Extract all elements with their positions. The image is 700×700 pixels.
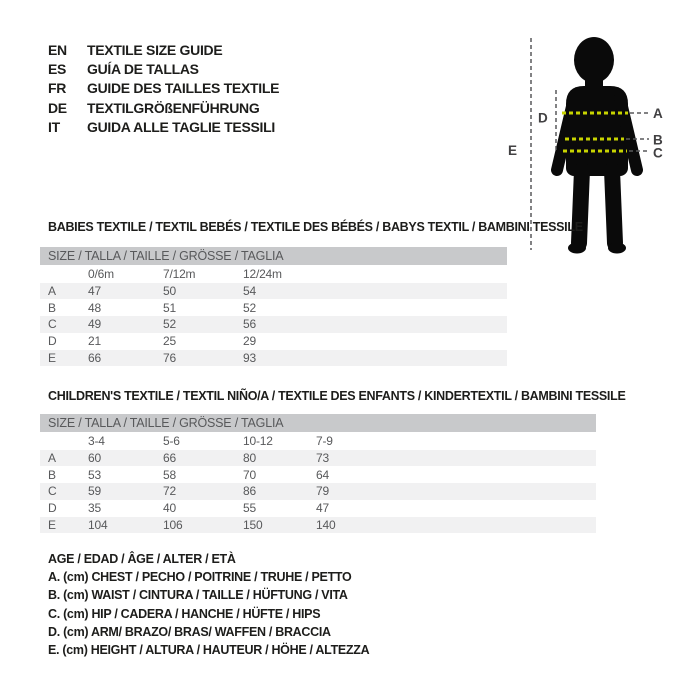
language-label: GUIDE DES TAILLES TEXTILE: [87, 80, 280, 97]
measurement-legend: [48, 550, 369, 659]
column-header-row: [40, 432, 596, 450]
marker-label-d: D: [538, 110, 548, 126]
cell-value: 21: [88, 334, 101, 349]
table-row: [40, 517, 596, 534]
cell-value: 66: [163, 450, 176, 465]
table-row: [40, 316, 507, 333]
cell-value: 51: [163, 300, 176, 315]
row-label: C: [48, 484, 57, 499]
marker-label-c: C: [653, 145, 663, 161]
legend-line-age: AGE / EDAD / ÂGE / ALTER / ETÀ: [48, 552, 236, 566]
row-label: E: [48, 518, 56, 533]
children-section-title: CHILDREN'S TEXTILE / TEXTIL NIÑO/A / TEXTILE DES ENFANTS / KINDERTEXTIL / BAMBINI TESSILE: [48, 389, 626, 403]
language-label: GUIDA ALLE TAGLIE TESSILI: [87, 118, 275, 135]
language-label: GUÍA DE TALLAS: [87, 61, 199, 78]
column-header-row: [40, 265, 507, 283]
table-row: [40, 500, 596, 517]
column-header: 5-6: [163, 433, 180, 448]
row-label: D: [48, 501, 57, 516]
cell-value: 79: [316, 484, 329, 499]
legend-line-height: E. (cm) HEIGHT / ALTURA / HAUTEUR / HÖHE / ALTEZZA: [48, 643, 370, 658]
size-header-bar: SIZE / TALLA / TAILLE / GRÖSSE / TAGLIA: [40, 247, 507, 265]
cell-value: 80: [243, 450, 256, 465]
cell-value: 59: [88, 484, 101, 499]
cell-value: 58: [163, 467, 176, 482]
row-label: D: [48, 334, 57, 349]
babies-size-table: [40, 247, 507, 366]
cell-value: 56: [243, 317, 256, 332]
cell-value: 52: [243, 300, 256, 315]
column-header: 7-9: [316, 433, 333, 448]
cell-value: 86: [243, 484, 256, 499]
table-row: [40, 466, 596, 483]
table-row: [40, 283, 507, 300]
language-list: [48, 41, 279, 137]
cell-value: 54: [243, 283, 256, 298]
legend-line-arm: D. (cm) ARM/ BRAZO/ BRAS/ WAFFEN / BRACCIA: [48, 624, 331, 639]
row-label: E: [48, 351, 56, 366]
language-code: ES: [48, 61, 67, 78]
cell-value: 60: [88, 450, 101, 465]
cell-value: 47: [88, 283, 101, 298]
table-row: [40, 350, 507, 367]
language-code: IT: [48, 118, 60, 135]
language-row-es: [48, 60, 279, 79]
cell-value: 70: [243, 467, 256, 482]
legend-line-chest: A. (cm) CHEST / PECHO / POITRINE / TRUHE / PETTO: [48, 570, 352, 585]
cell-value: 48: [88, 300, 101, 315]
column-header: 7/12m: [163, 266, 196, 281]
cell-value: 25: [163, 334, 176, 349]
marker-label-e: E: [508, 143, 518, 158]
cell-value: 40: [163, 501, 176, 516]
cell-value: 50: [163, 283, 176, 298]
language-row-en: [48, 41, 279, 60]
cell-value: 47: [316, 501, 329, 516]
cell-value: 35: [88, 501, 101, 516]
language-code: DE: [48, 99, 67, 116]
language-row-fr: [48, 79, 279, 98]
row-label: B: [48, 467, 56, 482]
language-row-it: [48, 118, 279, 137]
row-label: C: [48, 317, 57, 332]
column-header: 12/24m: [243, 266, 282, 281]
cell-value: 64: [316, 467, 329, 482]
cell-value: 49: [88, 317, 101, 332]
table-row: [40, 450, 596, 467]
marker-label-a: A: [653, 106, 663, 121]
row-label: A: [48, 283, 56, 298]
legend-line-waist: B. (cm) WAIST / CINTURA / TAILLE / HÜFTUNG / VITA: [48, 588, 348, 603]
size-header-bar: SIZE / TALLA / TAILLE / GRÖSSE / TAGLIA: [40, 414, 596, 432]
row-label: B: [48, 300, 56, 315]
cell-value: 140: [316, 518, 336, 533]
cell-value: 73: [316, 450, 329, 465]
cell-value: 29: [243, 334, 256, 349]
cell-value: 104: [88, 518, 108, 533]
cell-value: 106: [163, 518, 183, 533]
language-row-de: [48, 99, 279, 118]
table-row: [40, 333, 507, 350]
language-label: TEXTILGRÖßENFÜHRUNG: [87, 99, 260, 116]
column-header: 0/6m: [88, 266, 114, 281]
language-code: FR: [48, 80, 67, 97]
children-size-table: [40, 414, 596, 533]
legend-line-hip: C. (cm) HIP / CADERA / HANCHE / HÜFTE / HIPS: [48, 606, 321, 621]
cell-value: 93: [243, 351, 256, 366]
marker-label-b: B: [653, 132, 663, 148]
cell-value: 150: [243, 518, 263, 533]
column-header: 10-12: [243, 433, 273, 448]
cell-value: 76: [163, 351, 176, 366]
row-label: A: [48, 450, 56, 465]
table-row: [40, 299, 507, 316]
babies-section-title: BABIES TEXTILE / TEXTIL BEBÉS / TEXTILE DES BÉBÉS / BABYS TEXTIL / BAMBINI TESSILE: [48, 220, 583, 234]
language-code: EN: [48, 42, 67, 58]
cell-value: 66: [88, 351, 101, 366]
cell-value: 53: [88, 467, 101, 482]
cell-value: 52: [163, 317, 176, 332]
table-row: [40, 483, 596, 500]
language-label: TEXTILE SIZE GUIDE: [87, 42, 223, 58]
cell-value: 72: [163, 484, 176, 499]
column-header: 3-4: [88, 433, 105, 448]
cell-value: 55: [243, 501, 256, 516]
